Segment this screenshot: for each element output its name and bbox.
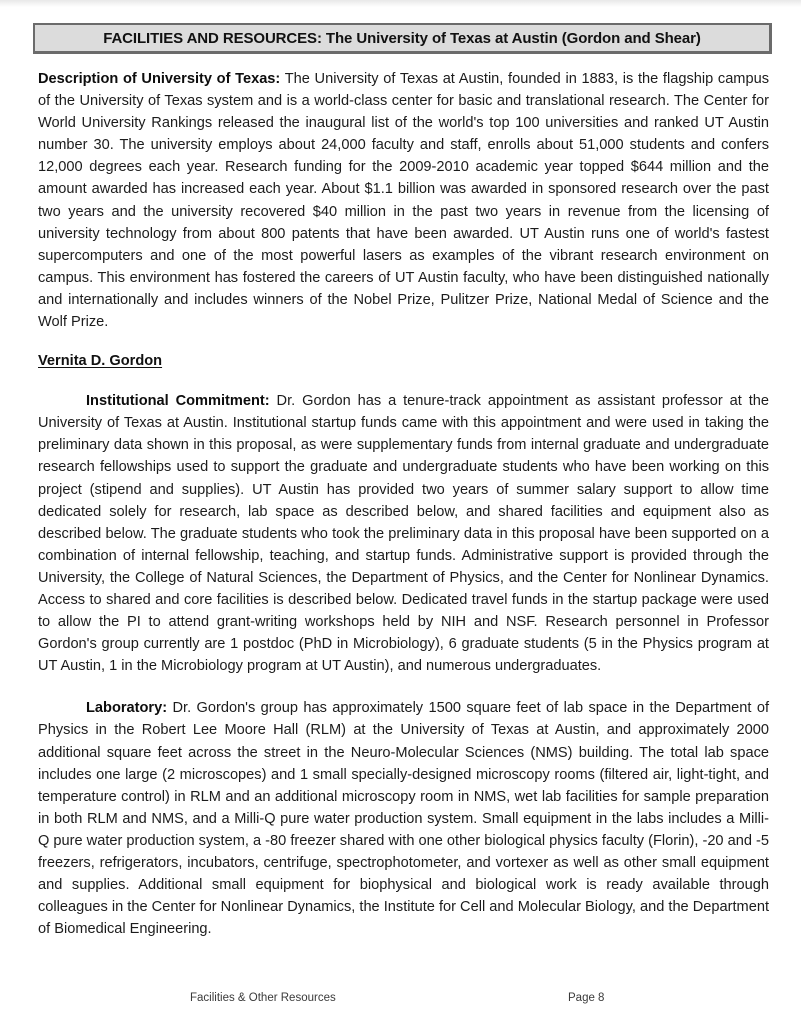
paragraph-laboratory-text: Dr. Gordon's group has approximately 1500 square feet of lab space in the Department of Physics in the Robert Lee Moore Hall (RLM) at the University of Texas at Austin, and approximately 2000 additional square feet across the street in the Neuro-Molecular Sciences (NMS) building. The total lab space includes one large (2 microscopes) and 1 small specially-designed microscopy rooms (filtered air, light-tight, and temperature control) in RLM and an additional microscopy room in NMS, wet lab facilities for sample preparation in both RLM and NMS, and a Milli-Q pure water production system. Small equipment in the labs includes a Milli-Q pure water production system, a -80 freezer shared with one other biological physics faculty (Florin), -20 and -5 freezers, refrigerators, incubators, centrifuge, spectrophotometer, and vortexer as well as other small equipment and supplies. Additional small equipment for biophysical and biological work is ready available through colleagues in the Center for Nonlinear Dynamics, the Institute for Cell and Molecular Biology, and the Department of Biomedical Engineering.: [38, 700, 769, 938]
document-body: [38, 68, 769, 940]
paragraph-institutional-commitment-lead: Institutional Commitment:: [86, 393, 270, 410]
paragraph-institutional-commitment: [38, 390, 769, 677]
footer-page-number: Page 8: [568, 992, 605, 1004]
person-heading: Vernita D. Gordon: [38, 353, 163, 370]
paragraph-description-text: The University of Texas at Austin, founded in 1883, is the flagship campus of the University of Texas system and is a world-class center for basic and translational research. The Center for World University Rankings released the inaugural list of the world's top 100 universities and ranked UT Austin number 30. The university employs about 24,000 faculty and staff, enrolls about 51,000 students and confers 12,000 degrees each year. Research funding for the 2009-2010 academic year topped $644 million and the amount awarded has increased each year. About $1.1 billion was awarded in sponsored research over the past two years and the university recovered $40 million in the past two years in revenue from the licensing of university technology from about 800 patents that have been awarded. UT Austin runs one of world's fastest supercomputers and one of the most powerful lasers as examples of the vibrant research environment on campus. This environment has fostered the careers of UT Austin faculty, who have been distinguished nationally and internationally and includes winners of the Nobel Prize, Pulitzer Prize, National Medal of Science and the Wolf Prize.: [38, 71, 769, 331]
paragraph-description: [38, 68, 769, 333]
section-header-title: FACILITIES AND RESOURCES: The University of Texas at Austin (Gordon and Shear): [103, 29, 701, 47]
paragraph-laboratory-lead: Laboratory:: [86, 700, 168, 717]
section-header-banner: [33, 23, 772, 54]
footer-section-label: Facilities & Other Resources: [190, 992, 336, 1004]
paragraph-institutional-commitment-text: Dr. Gordon has a tenure-track appointment as assistant professor at the University of Texas at Austin. Institutional startup funds came with this appointment and were used in taking the preliminary data shown in this proposal, as were supplementary funds from internal graduate and undergraduate research fellowships used to support the graduate and undergraduate students who have been working on this project (stipend and supplies). UT Austin has provided two years of summer salary support to allow time dedicated solely for research, lab space as described below, and shared facilities and equipment also as described below. The graduate students who took the preliminary data in this proposal have been supported on a combination of internal fellowship, teaching, and startup funds. Administrative support is provided through the University, the College of Natural Sciences, the Department of Physics, and the Center for Nonlinear Dynamics. Access to shared and core facilities is described below. Dedicated travel funds in the startup package were used to allow the PI to attend grant-writing workshops held by NIH and NSF. Research personnel in Professor Gordon's group currently are 1 postdoc (PhD in Microbiology), 6 graduate students (5 in the Physics program at UT Austin, 1 in the Microbiology program at UT Austin), and numerous undergraduates.: [38, 393, 769, 675]
paragraph-description-lead: Description of University of Texas:: [38, 71, 281, 87]
person-heading-wrapper: [38, 333, 769, 370]
paragraph-laboratory: [38, 697, 769, 940]
page-footer: [38, 992, 769, 1010]
